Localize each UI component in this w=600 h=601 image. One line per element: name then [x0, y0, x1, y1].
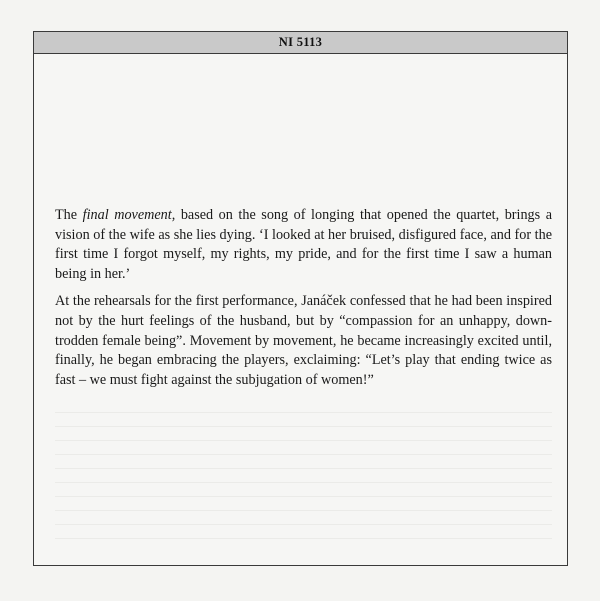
ghost-line [55, 412, 552, 413]
ghost-line [55, 510, 552, 511]
paragraph-final-movement [55, 206, 552, 284]
paragraph-rest: based on the song of longing that opened the quartet, brings a vision of the wife as she lies dying. ‘I looked at her bruised, disfigured face, and for the first time I forgot myself, my rights, my pride, and for the first time I saw a human being in her.’ [55, 207, 553, 282]
header-bar [34, 32, 567, 54]
italic-phrase: final movement, [82, 207, 176, 223]
ghost-line [55, 538, 552, 539]
catalog-number: NI 5113 [278, 35, 323, 49]
paragraph-lead: The [55, 207, 83, 223]
ghost-line [55, 496, 552, 497]
booklet-page [33, 31, 568, 566]
paragraph-rehearsals: At the rehearsals for the first performance, Janáček confessed that he had been inspired not by the hurt feelings of the husband, but by “compassion for an unhappy, down-trodden female being”. Movement by movement, he became increasingly excited until, finally, he began embracing the players, exclaiming: “Let’s play that ending twice as fast – we must fight against the subjugation of women!” [55, 293, 552, 388]
show-through-lines [55, 412, 552, 552]
ghost-line [55, 454, 552, 455]
ghost-line [55, 524, 552, 525]
ghost-line [55, 468, 552, 469]
ghost-line [55, 482, 552, 483]
body-text [55, 206, 552, 398]
ghost-line [55, 426, 552, 427]
ghost-line [55, 440, 552, 441]
